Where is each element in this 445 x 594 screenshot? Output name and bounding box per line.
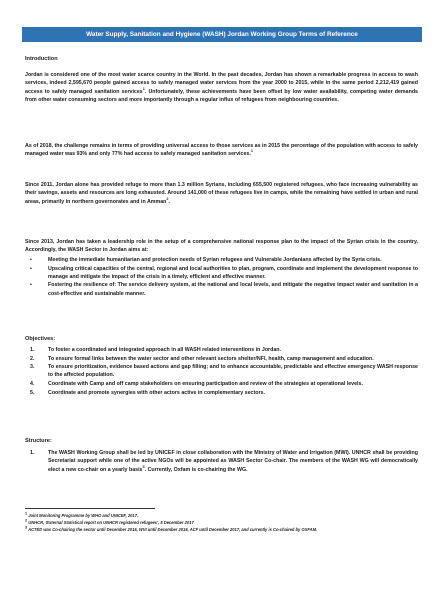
structure-heading: Structure: [25,438,52,444]
item-number: 1. [30,450,35,456]
objective-text: Coordinate with Camp and off camp stakeholders on ensuring participation and review of the strategies at operational levels. [48,381,363,388]
intro-paragraph-2 [25,142,418,159]
list-item [30,281,418,298]
page-title: Water Supply, Sanitation and Hygiene (WASH) Jordan Working Group Terms of Reference [22,27,422,42]
intro-paragraph-1-tail: . Unfortunately, these achievements have been offset by low water availability, competing water demands from other water consuming sectors and more importantly through a regular influx of refugees from neighbouring countries. [25,88,418,103]
objective-text: To ensure prioritization, evidence based actions and gap filling; and to enhance accountable, predictable and effective emergency WASH response to the affected population. [48,364,418,379]
footnote-ref-1: 1 [142,86,145,91]
aim-text: Meeting the immediate humanitarian and protection needs of Syrian refugees and Vulnerable Jordanians affected by the Syria crisis. [48,257,382,263]
bullet-icon: ▪ [30,257,32,263]
bullet-icon: ▪ [30,265,32,272]
list-item [30,256,418,264]
intro-paragraph-1-text: Jordan is considered one of the most water scarce country in the World. In the past decades, Jordan has shown a remarkable progress in access to wash services, indeed 2,595,670 people gained access to safely managed water services from the year 2000 to 2015, while in the same period 2,212,419 gained access to safely managed sanitation services [25,72,418,95]
bullet-icon: ▪ [30,282,32,289]
list-item [30,363,418,380]
list-item [30,355,418,363]
aim-text: Fostering the resilience of: The service delivery system, at the national and local levels, and mitigate the negative impact water and sanitation in a cost-effective and sustainable manner. [48,282,418,297]
item-number: 2. [30,355,35,362]
list-item [30,346,418,354]
footnote-number: 2 [25,518,28,523]
footnote [25,526,420,533]
footnotes [25,512,420,533]
footnote-divider [25,508,155,509]
footnote-number: 3 [25,525,28,530]
footnote-text: Joint Monitoring Programme by WHO and UNICEF, 2017. [28,513,139,518]
intro-paragraph-1 [25,71,418,104]
intro-paragraph-3 [25,181,418,206]
item-number: 5. [30,389,35,396]
footnote [25,512,420,519]
footnote [25,519,420,526]
item-number: 1. [30,347,35,353]
footnote-number: 1 [25,511,28,516]
list-item [30,449,418,474]
footnote-text: UNHCR, 'External Statistical report on UNHCR registered refugees', 5 December 2017 [28,520,194,525]
objective-text: Coordinate and promote synergies with other actors active in complementary sectors. [48,389,265,396]
intro-paragraph-3-tail: . [168,198,170,205]
intro-paragraph-2-text: As of 2018, the challenge remains in terms of providing universal access to those services as in 2015 the percentage of the population with access to safely managed water was 93% and only 77% had access to safely managed sanitation services. [25,143,418,158]
intro-paragraph-4: Since 2013, Jordan has taken a leadership role in the setup of a comprehensive national response plan to the impact of the Syrian crisis in the country. Accordingly, the WASH Sector in Jordan aims at: [25,239,418,254]
aim-text: Upscaling critical capacities of the central, regional and local authorities to plan, program, coordinate and implement the development response to manage and mitigate the impact of the crisis in a timely, efficient and effective manner. [48,265,418,280]
structure-text-tail: . Currently, Oxfam is co-chairing the WG. [144,466,248,473]
item-number: 3. [30,364,35,371]
structure-list [30,449,418,474]
item-number: 4. [30,381,35,388]
objective-text: To foster a coordinated and integrated approach in all WASH related interventions in Jordan. [48,347,282,353]
footnote-text: ACTED was Co-chairing the sector until December 2015, WVI until December 2016, ACF until December 2017, and currently is Co-chaired by OXFAM. [28,527,318,532]
list-item [30,380,418,388]
structure-text: The WASH Working Group shall be led by UNICEF in close collaboration with the Ministry of Water and Irrigation (MWI). UNHCR shall be providing Secretariat support while one of the active NGOs will be appointed as WASH Sector Co-chair. The members of the WASH WG will democratically elect a new co-chair on a yearly basis [48,450,418,473]
list-item [30,389,418,397]
footnote-ref-1b: 1 [250,149,253,154]
footnote-ref-3: 3 [142,464,145,469]
footnote-ref-2: 2 [166,196,169,201]
aims-list [30,256,418,298]
objective-text: To ensure formal links between the water sector and other relevant sectors shelter/NFI, health, camp management and education. [48,355,374,362]
objectives-list [30,346,418,397]
list-item [30,265,418,282]
introduction-heading: Introduction [25,56,58,62]
objectives-heading: Objectives: [25,336,56,342]
intro-paragraph-3-text: Since 2011, Jordan alone has provided refuge to more than 1.3 million Syrians, including 655,500 registered refugees, who face increasing vulnerability as their savings, assets and resources are long exhausted. Around 141,000 of these refugees live in camps, while the remaining have settled in urban and rural areas, primarily in northern governorates and in Amman [25,182,418,205]
